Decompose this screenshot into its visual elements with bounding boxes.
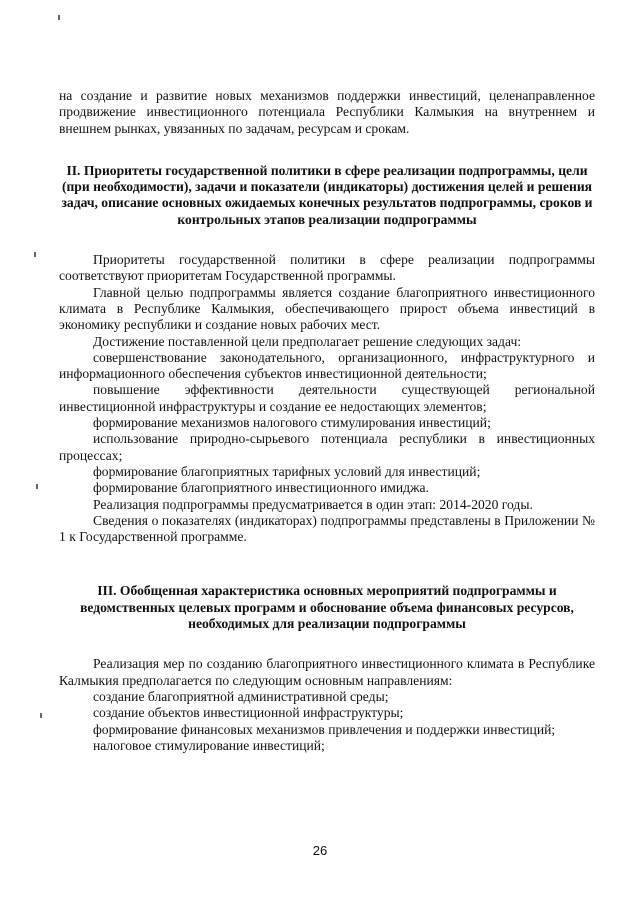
task-item: формирование механизмов налогового стимулирования инвестиций;: [93, 415, 491, 431]
direction-item: формирование финансовых механизмов привлечения и поддержки инвестиций;: [93, 721, 556, 737]
section-2-paragraph: Сведения о показателях (индикаторах) подпрограммы представлены в Приложении № 1 к Государственной программе.: [59, 512, 595, 545]
task-item: использование природно-сырьевого потенциала республики в инвестиционных процессах;: [59, 431, 595, 463]
page-content: [59, 88, 595, 754]
scan-mark: [34, 252, 36, 257]
direction-item: создание объектов инвестиционной инфраструктуры;: [93, 705, 404, 721]
section-2-paragraph: Приоритеты государственной политики в сфере реализации подпрограммы соответствуют приоритетам Государственной программы.: [59, 252, 595, 284]
section-3-heading: III. Обобщенная характеристика основных мероприятий подпрограммы и ведомственных целевых программ и обоснование объема финансовых ресурсов, необходимых для реализации подпрограммы: [80, 583, 574, 632]
section-2-paragraph: Реализация подпрограммы предусматривается в один этап: 2014-2020 годы.: [93, 496, 533, 512]
task-item: повышение эффективности деятельности существующей региональной инвестиционной инфраструктуры и создание ее недостающих элементов;: [59, 382, 595, 414]
section-2-paragraph: Достижение поставленной цели предполагает решение следующих задач:: [93, 333, 522, 349]
intro-paragraph: на создание и развитие новых механизмов поддержки инвестиций, целенаправленное продвижение инвестиционного потенциала Республики Калмыкия на внутреннем и внешнем рынках, увязанных по задачам, ресурсам и срокам.: [59, 88, 595, 136]
section-2-heading: II. Приоритеты государственной политики в сфере реализации подпрограммы, цели (при необходимости), задачи и показатели (индикаторы) достижения целей и решения задач, описание основных ожидаемых конечных результатов подпрограммы, сроков и контрольных этапов реализации подпрограммы: [61, 162, 593, 227]
section-3-paragraph: Реализация мер по созданию благоприятного инвестиционного климата в Республике Калмыкия предполагается по следующим основным направлениям:: [59, 656, 595, 688]
task-item: формирование благоприятного инвестиционного имиджа.: [93, 480, 429, 496]
scan-mark: [36, 484, 38, 489]
scan-mark: [40, 713, 42, 718]
direction-item: создание благоприятной административной среды;: [93, 688, 389, 704]
task-item: совершенствование законодательного, организационного, инфраструктурного и информационного обеспечения субъектов инвестиционной деятельности;: [59, 349, 595, 382]
section-2-paragraph: Главной целью подпрограммы является создание благоприятного инвестиционного климата в Республике Калмыкия, обеспечивающего прирост объема инвестиций в экономику республики и создание новых рабочих мест.: [59, 284, 595, 333]
direction-item: налоговое стимулирование инвестиций;: [93, 737, 325, 753]
task-item: формирование благоприятных тарифных условий для инвестиций;: [93, 463, 481, 479]
page-number: 26: [312, 843, 328, 858]
scan-mark: [58, 15, 60, 20]
